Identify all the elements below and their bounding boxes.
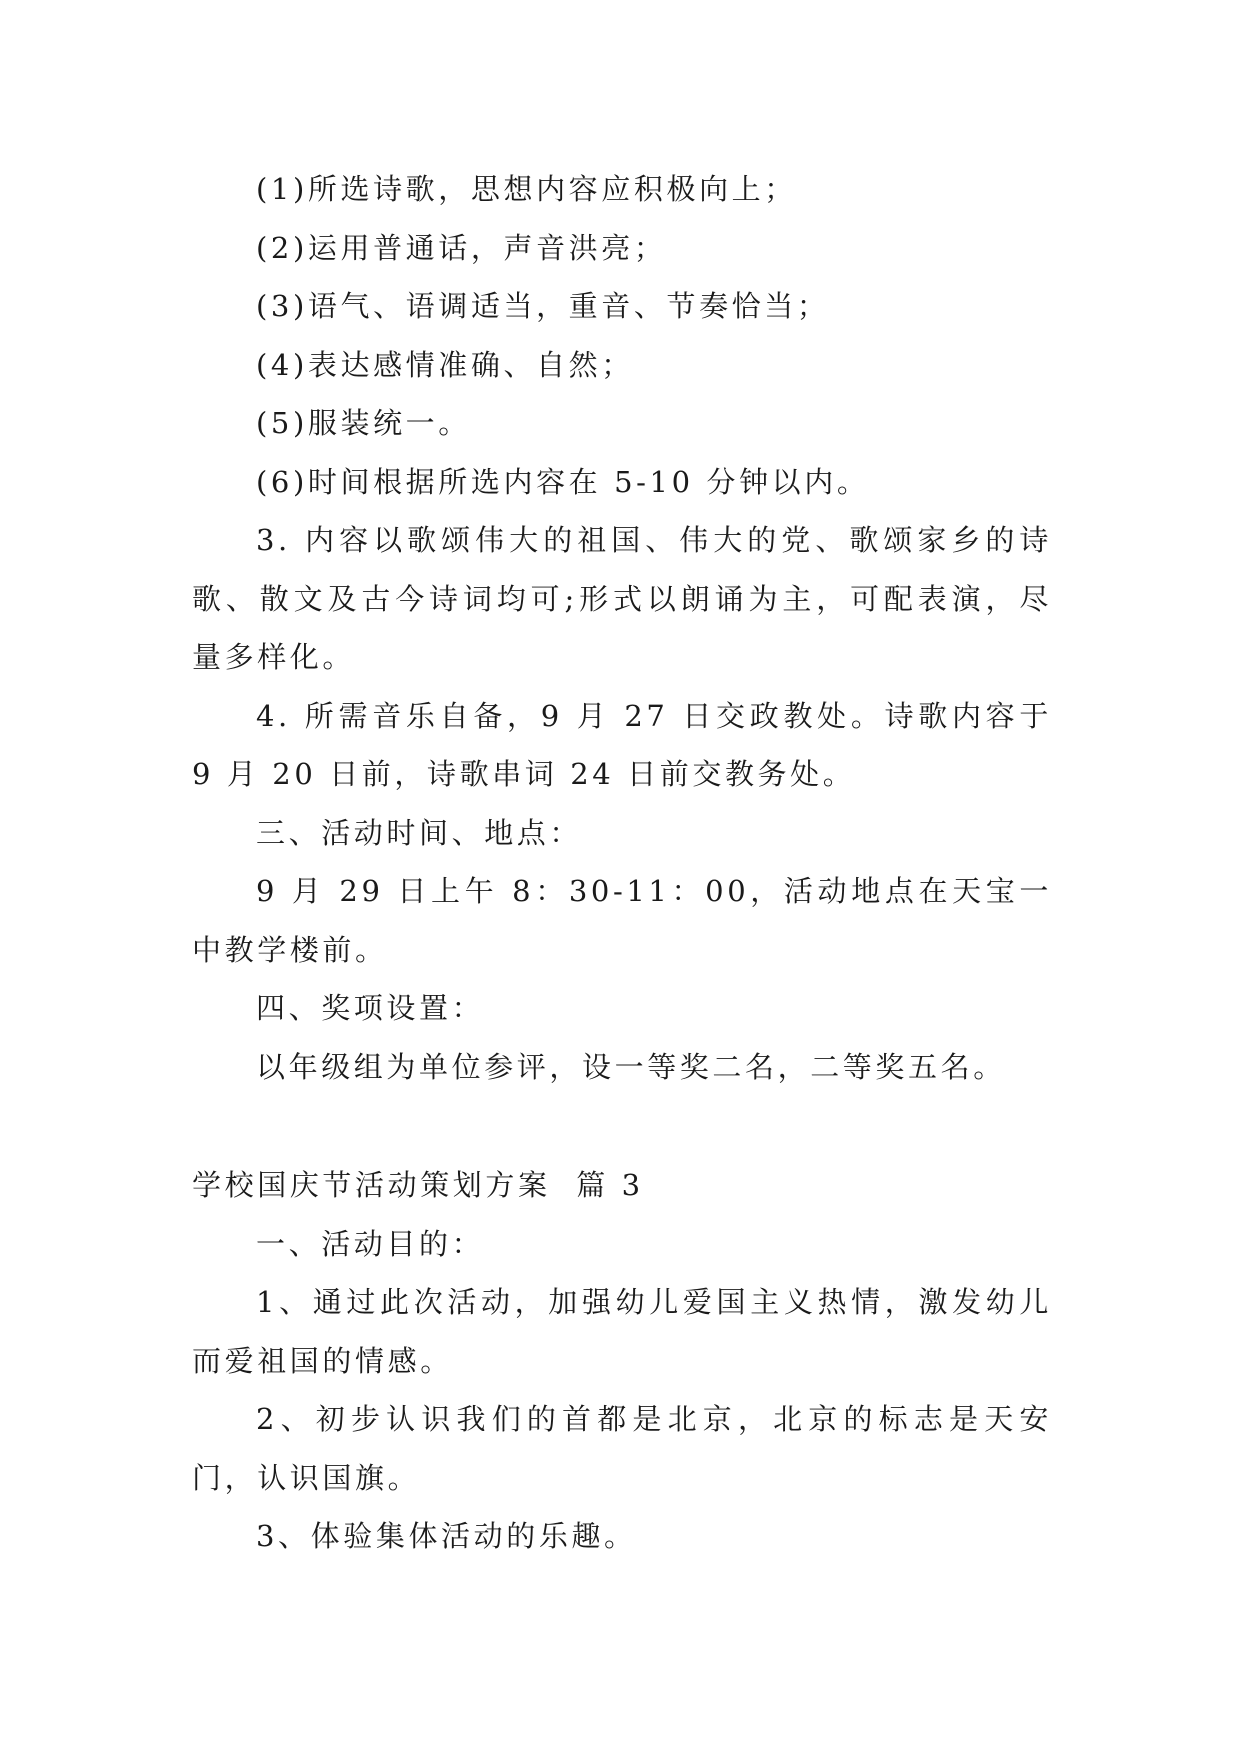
criterion-2: (2)运用普通话，声音洪亮； [256, 230, 667, 265]
purpose-heading: 一、活动目的： [256, 1226, 485, 1261]
section-title: 学校国庆节活动策划方案 篇 3 [192, 1168, 644, 1202]
awards-paragraph: 以年级组为单位参评，设一等奖二名，二等奖五名。 [256, 1049, 1006, 1084]
criterion-3: (3)语气、语调适当，重音、节奏恰当； [256, 289, 830, 323]
document-body [192, 160, 1052, 1566]
music-submission-paragraph: 4. 所需音乐自备，9 月 27 日交政教处。诗歌内容于 9 月 20 日前，诗歌串词 24 日前交教务处。 [192, 698, 1052, 791]
purpose-item-3: 3、体验集体活动的乐趣。 [256, 1519, 637, 1553]
time-place-paragraph: 9 月 29 日上午 8：30-11：00，活动地点在天宝一中教学楼前。 [192, 874, 1052, 967]
content-requirement-paragraph: 3. 内容以歌颂伟大的祖国、伟大的党、歌颂家乡的诗歌、散文及古今诗词均可;形式以朗诵为主，可配表演，尽量多样化。 [192, 523, 1052, 674]
criterion-6: (6)时间根据所选内容在 5-10 分钟以内。 [256, 464, 870, 499]
criterion-1: (1)所选诗歌，思想内容应积极向上； [256, 172, 797, 206]
time-place-heading: 三、活动时间、地点： [256, 815, 583, 850]
criterion-5: (5)服装统一。 [256, 406, 471, 440]
purpose-item-1: 1、通过此次活动，加强幼儿爱国主义热情，激发幼儿而爱祖国的情感。 [192, 1285, 1052, 1378]
section-spacer [192, 1096, 1052, 1156]
criterion-4: (4)表达感情准确、自然； [256, 347, 634, 382]
purpose-item-2: 2、初步认识我们的首都是北京，北京的标志是天安门，认识国旗。 [192, 1402, 1052, 1495]
awards-heading: 四、奖项设置： [256, 991, 485, 1025]
